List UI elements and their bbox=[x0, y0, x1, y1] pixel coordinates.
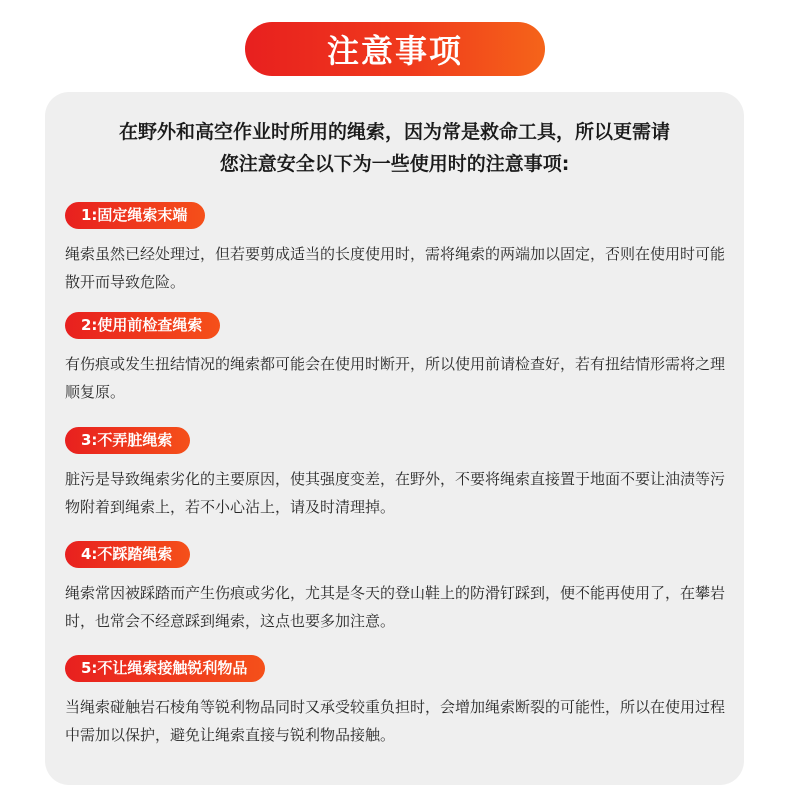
section-text: 当绳索碰触岩石棱角等锐利物品同时又承受较重负担时，会增加绳索断裂的可能性，所以在使用过程中需加以保护，避免让绳索直接与锐利物品接触。 bbox=[65, 698, 726, 744]
section-1 bbox=[65, 202, 730, 296]
section-badge: 3:不弄脏绳索 bbox=[65, 427, 190, 454]
section-3 bbox=[65, 427, 730, 521]
notice-panel bbox=[45, 92, 744, 785]
intro-line-1: 在野外和高空作业时所用的绳索，因为常是救命工具，所以更需请 bbox=[118, 121, 670, 143]
page-title: 注意事项 bbox=[326, 32, 463, 70]
section-badge: 1:固定绳索末端 bbox=[65, 202, 205, 229]
section-badge: 2:使用前检查绳索 bbox=[65, 312, 220, 339]
section-text: 脏污是导致绳索劣化的主要原因，使其强度变差，在野外，不要将绳索直接置于地面不要让油渍等污物附着到绳索上，若不小心沾上，请及时清理掉。 bbox=[65, 470, 726, 516]
section-text: 绳索常因被踩踏而产生伤痕或劣化，尤其是冬天的登山鞋上的防滑钉踩到，便不能再使用了，在攀岩时，也常会不经意踩到绳索，这点也要多加注意。 bbox=[65, 584, 726, 630]
title-banner bbox=[245, 22, 545, 76]
section-2 bbox=[65, 312, 730, 406]
section-badge: 4:不踩踏绳索 bbox=[65, 541, 190, 568]
section-4 bbox=[65, 541, 730, 635]
intro-text bbox=[45, 116, 744, 180]
intro-line-2: 您注意安全以下为一些使用时的注意事项: bbox=[219, 153, 570, 175]
section-badge: 5:不让绳索接触锐利物品 bbox=[65, 655, 265, 682]
section-text: 绳索虽然已经处理过，但若要剪成适当的长度使用时，需将绳索的两端加以固定，否则在使用时可能散开而导致危险。 bbox=[65, 245, 726, 291]
section-5 bbox=[65, 655, 730, 749]
section-text: 有伤痕或发生扭结情况的绳索都可能会在使用时断开，所以使用前请检查好，若有扭结情形需将之理顺复原。 bbox=[65, 355, 726, 401]
